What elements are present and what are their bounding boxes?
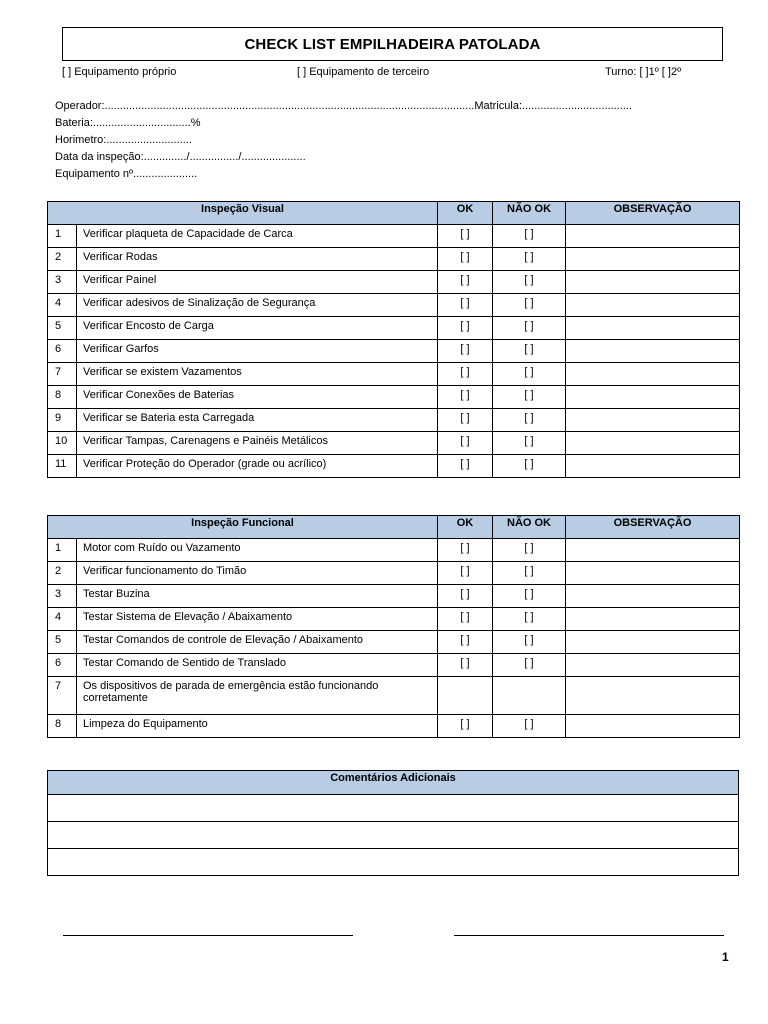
comment-row xyxy=(48,849,739,876)
header-observation: OBSERVAÇÃO xyxy=(566,202,740,225)
ok-checkbox[interactable]: [ ] xyxy=(438,539,493,562)
not-ok-checkbox[interactable] xyxy=(493,677,566,715)
hour-meter-field[interactable]: Horimetro:............................ xyxy=(55,134,192,146)
row-item: Verificar Tampas, Carenagens e Painéis Metálicos xyxy=(77,432,438,455)
row-number: 7 xyxy=(48,677,77,715)
row-number: 10 xyxy=(48,432,77,455)
row-number: 2 xyxy=(48,562,77,585)
observation-cell[interactable] xyxy=(566,317,740,340)
table-row xyxy=(48,608,740,631)
observation-cell[interactable] xyxy=(566,432,740,455)
not-ok-checkbox[interactable]: [ ] xyxy=(493,386,566,409)
not-ok-checkbox[interactable]: [ ] xyxy=(493,363,566,386)
row-number: 5 xyxy=(48,317,77,340)
ok-checkbox[interactable]: [ ] xyxy=(438,363,493,386)
not-ok-checkbox[interactable]: [ ] xyxy=(493,455,566,478)
ok-checkbox[interactable]: [ ] xyxy=(438,715,493,738)
table-row xyxy=(48,562,740,585)
functional-inspection-table xyxy=(47,515,740,738)
not-ok-checkbox[interactable]: [ ] xyxy=(493,294,566,317)
header-ok: OK xyxy=(438,516,493,539)
ok-checkbox[interactable]: [ ] xyxy=(438,432,493,455)
table-row xyxy=(48,225,740,248)
ok-checkbox[interactable]: [ ] xyxy=(438,585,493,608)
not-ok-checkbox[interactable]: [ ] xyxy=(493,432,566,455)
visual-inspection-table xyxy=(47,201,740,478)
table-header-row xyxy=(48,202,740,225)
table-header-row xyxy=(48,771,739,795)
comment-row xyxy=(48,795,739,822)
not-ok-checkbox[interactable]: [ ] xyxy=(493,248,566,271)
observation-cell[interactable] xyxy=(566,654,740,677)
not-ok-checkbox[interactable]: [ ] xyxy=(493,225,566,248)
ok-checkbox[interactable]: [ ] xyxy=(438,294,493,317)
comment-line[interactable] xyxy=(48,849,739,876)
observation-cell[interactable] xyxy=(566,225,740,248)
ok-checkbox[interactable]: [ ] xyxy=(438,317,493,340)
observation-cell[interactable] xyxy=(566,715,740,738)
observation-cell[interactable] xyxy=(566,340,740,363)
table-row xyxy=(48,585,740,608)
row-item: Verificar Proteção do Operador (grade ou acrílico) xyxy=(77,455,438,478)
table-row xyxy=(48,294,740,317)
row-number: 8 xyxy=(48,386,77,409)
observation-cell[interactable] xyxy=(566,409,740,432)
equipment-number-field[interactable]: Equipamento nº..................... xyxy=(55,168,198,180)
not-ok-checkbox[interactable]: [ ] xyxy=(493,317,566,340)
row-item: Verificar se Bateria esta Carregada xyxy=(77,409,438,432)
row-item: Verificar Garfos xyxy=(77,340,438,363)
observation-cell[interactable] xyxy=(566,585,740,608)
row-number: 9 xyxy=(48,409,77,432)
table-row xyxy=(48,715,740,738)
row-item: Os dispositivos de parada de emergência estão funcionando corretamente xyxy=(77,677,438,715)
observation-cell[interactable] xyxy=(566,539,740,562)
row-item: Testar Sistema de Elevação / Abaixamento xyxy=(77,608,438,631)
header-ok: OK xyxy=(438,202,493,225)
comments-header: Comentários Adicionais xyxy=(48,771,739,795)
ok-checkbox[interactable]: [ ] xyxy=(438,631,493,654)
row-item: Verificar adesivos de Sinalização de Segurança xyxy=(77,294,438,317)
not-ok-checkbox[interactable]: [ ] xyxy=(493,409,566,432)
row-number: 1 xyxy=(48,539,77,562)
not-ok-checkbox[interactable]: [ ] xyxy=(493,271,566,294)
table-row xyxy=(48,631,740,654)
comment-line[interactable] xyxy=(48,822,739,849)
table-row xyxy=(48,271,740,294)
row-number: 4 xyxy=(48,294,77,317)
not-ok-checkbox[interactable]: [ ] xyxy=(493,631,566,654)
row-number: 2 xyxy=(48,248,77,271)
row-item: Testar Comando de Sentido de Translado xyxy=(77,654,438,677)
row-number: 6 xyxy=(48,340,77,363)
table-row xyxy=(48,677,740,715)
additional-comments-table xyxy=(47,770,739,876)
row-item: Testar Buzina xyxy=(77,585,438,608)
ok-checkbox[interactable]: [ ] xyxy=(438,340,493,363)
row-number: 8 xyxy=(48,715,77,738)
row-number: 7 xyxy=(48,363,77,386)
row-item: Motor com Ruído ou Vazamento xyxy=(77,539,438,562)
table-row xyxy=(48,432,740,455)
comment-line[interactable] xyxy=(48,795,739,822)
inspection-date-field[interactable]: Data da inspeção:............../................/..................... xyxy=(55,151,306,163)
ok-checkbox[interactable]: [ ] xyxy=(438,608,493,631)
ok-checkbox[interactable]: [ ] xyxy=(438,455,493,478)
table-row xyxy=(48,363,740,386)
row-item: Testar Comandos de controle de Elevação / Abaixamento xyxy=(77,631,438,654)
header-item: Inspeção Visual xyxy=(48,202,438,225)
row-item: Verificar funcionamento do Timão xyxy=(77,562,438,585)
header-item: Inspeção Funcional xyxy=(48,516,438,539)
row-item: Verificar plaqueta de Capacidade de Carca xyxy=(77,225,438,248)
header-observation: OBSERVAÇÃO xyxy=(566,516,740,539)
third-party-equipment-checkbox[interactable]: [ ] Equipamento de terceiro xyxy=(297,66,430,78)
page-number: 1 xyxy=(722,950,729,964)
table-row xyxy=(48,248,740,271)
not-ok-checkbox[interactable]: [ ] xyxy=(493,654,566,677)
row-number: 3 xyxy=(48,585,77,608)
observation-cell[interactable] xyxy=(566,631,740,654)
not-ok-checkbox[interactable]: [ ] xyxy=(493,715,566,738)
row-number: 5 xyxy=(48,631,77,654)
ok-checkbox[interactable]: [ ] xyxy=(438,248,493,271)
row-item: Verificar Encosto de Carga xyxy=(77,317,438,340)
ok-checkbox[interactable]: [ ] xyxy=(438,562,493,585)
row-number: 4 xyxy=(48,608,77,631)
row-number: 3 xyxy=(48,271,77,294)
table-row xyxy=(48,340,740,363)
observation-cell[interactable] xyxy=(566,455,740,478)
table-row xyxy=(48,539,740,562)
table-header-row xyxy=(48,516,740,539)
ok-checkbox[interactable] xyxy=(438,677,493,715)
row-item: Verificar se existem Vazamentos xyxy=(77,363,438,386)
battery-field[interactable]: Bateria:................................% xyxy=(55,117,201,129)
operator-field[interactable]: Operador:.........................................................................................................................Matricula:.................................... xyxy=(55,100,633,112)
row-item: Verificar Rodas xyxy=(77,248,438,271)
ok-checkbox[interactable]: [ ] xyxy=(438,654,493,677)
table-row xyxy=(48,386,740,409)
row-item: Limpeza do Equipamento xyxy=(77,715,438,738)
observation-cell[interactable] xyxy=(566,608,740,631)
ok-checkbox[interactable]: [ ] xyxy=(438,386,493,409)
table-row xyxy=(48,654,740,677)
observation-cell[interactable] xyxy=(566,677,740,715)
ok-checkbox[interactable]: [ ] xyxy=(438,409,493,432)
not-ok-checkbox[interactable]: [ ] xyxy=(493,340,566,363)
row-number: 1 xyxy=(48,225,77,248)
row-number: 6 xyxy=(48,654,77,677)
observation-cell[interactable] xyxy=(566,294,740,317)
signature-line-right[interactable] xyxy=(454,935,724,936)
observation-cell[interactable] xyxy=(566,271,740,294)
document-title: CHECK LIST EMPILHADEIRA PATOLADA xyxy=(62,27,723,61)
header-not-ok: NÃO OK xyxy=(493,202,566,225)
not-ok-checkbox[interactable]: [ ] xyxy=(493,562,566,585)
not-ok-checkbox[interactable]: [ ] xyxy=(493,608,566,631)
observation-cell[interactable] xyxy=(566,248,740,271)
observation-cell[interactable] xyxy=(566,363,740,386)
row-number: 11 xyxy=(48,455,77,478)
not-ok-checkbox[interactable]: [ ] xyxy=(493,539,566,562)
observation-cell[interactable] xyxy=(566,562,740,585)
header-not-ok: NÃO OK xyxy=(493,516,566,539)
own-equipment-checkbox[interactable]: [ ] Equipamento próprio xyxy=(62,66,177,78)
table-row xyxy=(48,317,740,340)
ok-checkbox[interactable]: [ ] xyxy=(438,271,493,294)
ok-checkbox[interactable]: [ ] xyxy=(438,225,493,248)
table-row xyxy=(48,455,740,478)
table-row xyxy=(48,409,740,432)
comment-row xyxy=(48,822,739,849)
observation-cell[interactable] xyxy=(566,386,740,409)
shift-selector[interactable]: Turno: [ ]1º [ ]2º xyxy=(605,66,682,78)
not-ok-checkbox[interactable]: [ ] xyxy=(493,585,566,608)
signature-line-left[interactable] xyxy=(63,935,353,936)
row-item: Verificar Painel xyxy=(77,271,438,294)
row-item: Verificar Conexões de Baterias xyxy=(77,386,438,409)
